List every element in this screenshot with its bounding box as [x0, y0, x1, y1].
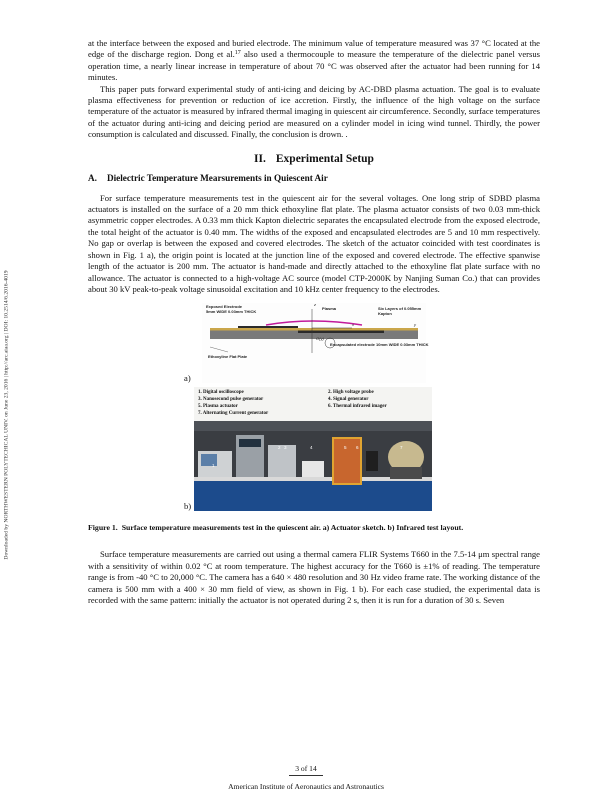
kapton-label [378, 307, 421, 316]
legend-item: 4. Signal generator [328, 397, 369, 403]
origin-label: O(y) [316, 336, 324, 342]
photo-number: 7 [400, 445, 403, 451]
intro-text-b: also used a thermocouple to measure the temperature of the dielectric panel versus operation time, a nearly linear increase in temperature of about 70 °C was observed after the actuator had been running for 14 minutes. [88, 49, 540, 83]
axis-y-label: y [414, 322, 416, 328]
plate-label: Ethoxyline Flat Plate [208, 354, 248, 360]
photo-number: 6 [356, 445, 359, 451]
subsection-heading [88, 173, 540, 183]
axis-x-label: x [352, 322, 354, 328]
subsection-title: Dielectric Temperature Mearsurements in Quiescent Air [106, 172, 328, 183]
exposed-electrode-shape [238, 326, 298, 328]
footer-rule [289, 775, 323, 776]
subsection-number: A. [88, 172, 97, 183]
encapsulated-electrode-shape [298, 331, 384, 334]
kapton-layer-shape [210, 328, 418, 331]
intro-paragraph-2: This paper puts forward experimental study of anti-icing and deicing by AC-DBD plasma actuation. The goal is to evaluate plasma effectiveness for prevention or reduction of ice accretion. Firstly, the influence of the high voltage on the surface temperature of the actuator is measured by infrared thermal imaging in quiescent air circumference. Secondly, surface temperatures of the actuator during anti-icing and deicing period are measured on a cylinder model in icing wind tunnel. Thirdly, the power consumption is calculated and discussed. Finally, the conclusion is drown. . [88, 83, 540, 140]
actuator-sketch [202, 302, 429, 383]
intro-paragraph-1 [88, 38, 540, 84]
photo-number: 1 [212, 463, 215, 469]
citation-ref[interactable]: 17 [234, 50, 241, 57]
photo-number: 2 [278, 445, 281, 451]
page-number: 3 of 14 [295, 764, 317, 773]
footer-organization: American Institute of Aeronautics and Astronautics [228, 782, 384, 791]
paper-page [88, 38, 540, 606]
body-paragraph-1: For surface temperature measurements test in the quiescent air for the several voltages. One long strip of SDBD plasma actuators is installed on the surface of a 20 mm thick ethoxyline flat plate. The plasma actuator consists of two 0.03 mm-thick asymmetric copper electrodes. A 0.33 mm thick Kapton dielectric separates the encapsulated electrode from the exposed electrode, the total height of the actuator is 0.40 mm. The widths of the exposed and encapsulated electrodes are 5 and 10 mm respectively. No gap or overlap is between the exposed and covered electrodes. The sketch of the actuator coincided with test coordinates is shown in Fig. 1 a), the origin point is located at the junction line of the exposed and covered electrode. The effective spanwise length of the actuator is 200 mm. The actuator is hand-made and directly attached to the ethoxyline flat plate surface with no allowance. The actuator is connected to a high-voltage AC source (model CTP-2000K by Nanjing Suman Co.) that can provides about 30 kV peak-to-peak voltage sinusoidal excitation and 10 kHz center frequency to the electrodes. [88, 192, 540, 294]
encapsulated-label: Encapsulated electrode 10mm WIDE 0.03mm THICK [330, 342, 429, 348]
legend-item: 7. Alternating Current generator [198, 411, 269, 417]
photo-number: 4 [310, 445, 313, 451]
intro-text-a: at the interface between the exposed and buried electrode. The minimum value of temperature measured was 37 °C located at the edge of the discharge region. Dong et al. [88, 38, 540, 60]
legend-item: 2. High voltage probe [328, 390, 374, 396]
section-title: Experimental Setup [275, 152, 374, 165]
exposed-label-line2: 5mm WIDE 0.03mm THICK [206, 308, 257, 314]
legend-item: 3. Nanosecond pulse generator [198, 397, 264, 403]
caption-text: Surface temperature measurements test in the quiescent air. a) Actuator sketch. b) Infrared test layout. [121, 523, 464, 533]
lab-photo-illustration [194, 421, 432, 511]
axis-z-label: z [314, 302, 316, 308]
equipment-legend [194, 387, 432, 422]
plasma-label: Plasma [322, 306, 337, 312]
section-heading [88, 153, 540, 165]
kapton-label-line2: Kapton [378, 310, 392, 316]
exposed-label-line1: Exposed Electrode [206, 304, 243, 310]
legend-item: 5. Plasma actuator [198, 404, 238, 410]
signal-generator-shape [268, 445, 296, 477]
download-note: Downloaded by NORTHWESTERN POLYTECHICAL UNIV. on June 23, 2016 | http://arc.aiaa.org | DOI: 10.2514/6.2016-4019 [4, 270, 11, 560]
body-paragraph-2: Surface temperature measurements are carried out using a thermal camera FLIR Systems T660 in the 7.5-14 μm spectral range with a sensitivity of within 0.02 °C at room temperature. The highest accuracy for the T660 is ±1% of reading. The temperature range is from -40 °C to 20,000 °C. The camera has a 640 × 480 resolution and 30 Hz video frame rate. The working distance of the camera is 500 mm with a 400 × 30 mm field of view, as shown in Fig. 1 b). For each case studied, the experimental data is recorded with the same pattern: initially the actuator is not operated during 2 s, then it is run for a duration of 30 s. Seven [88, 549, 540, 605]
thermal-imager-shape [366, 451, 378, 471]
photo-number: 3 [284, 445, 287, 451]
hv-probe-shape [302, 461, 324, 477]
kapton-label-line1: Six Layers of 0.055mm [378, 306, 422, 312]
figure-1 [88, 301, 540, 513]
legend-item: 6. Thermal infrared imager [328, 404, 387, 410]
plasma-shape [266, 321, 362, 325]
plate-leader [210, 347, 228, 352]
figure-label-a: a) [184, 373, 191, 384]
caption-number: Figure 1. [88, 523, 118, 533]
photo-number: 5 [344, 445, 347, 451]
exposed-label [206, 305, 256, 314]
figure-caption [88, 523, 540, 533]
legend-item: 1. Digital oscilloscope [198, 390, 244, 396]
page-footer [0, 764, 612, 791]
download-watermark [0, 210, 14, 620]
section-number: II. [254, 152, 266, 165]
figure-label-b: b) [184, 501, 192, 512]
infrared-test-photo [194, 387, 432, 511]
table-shape [194, 479, 432, 511]
